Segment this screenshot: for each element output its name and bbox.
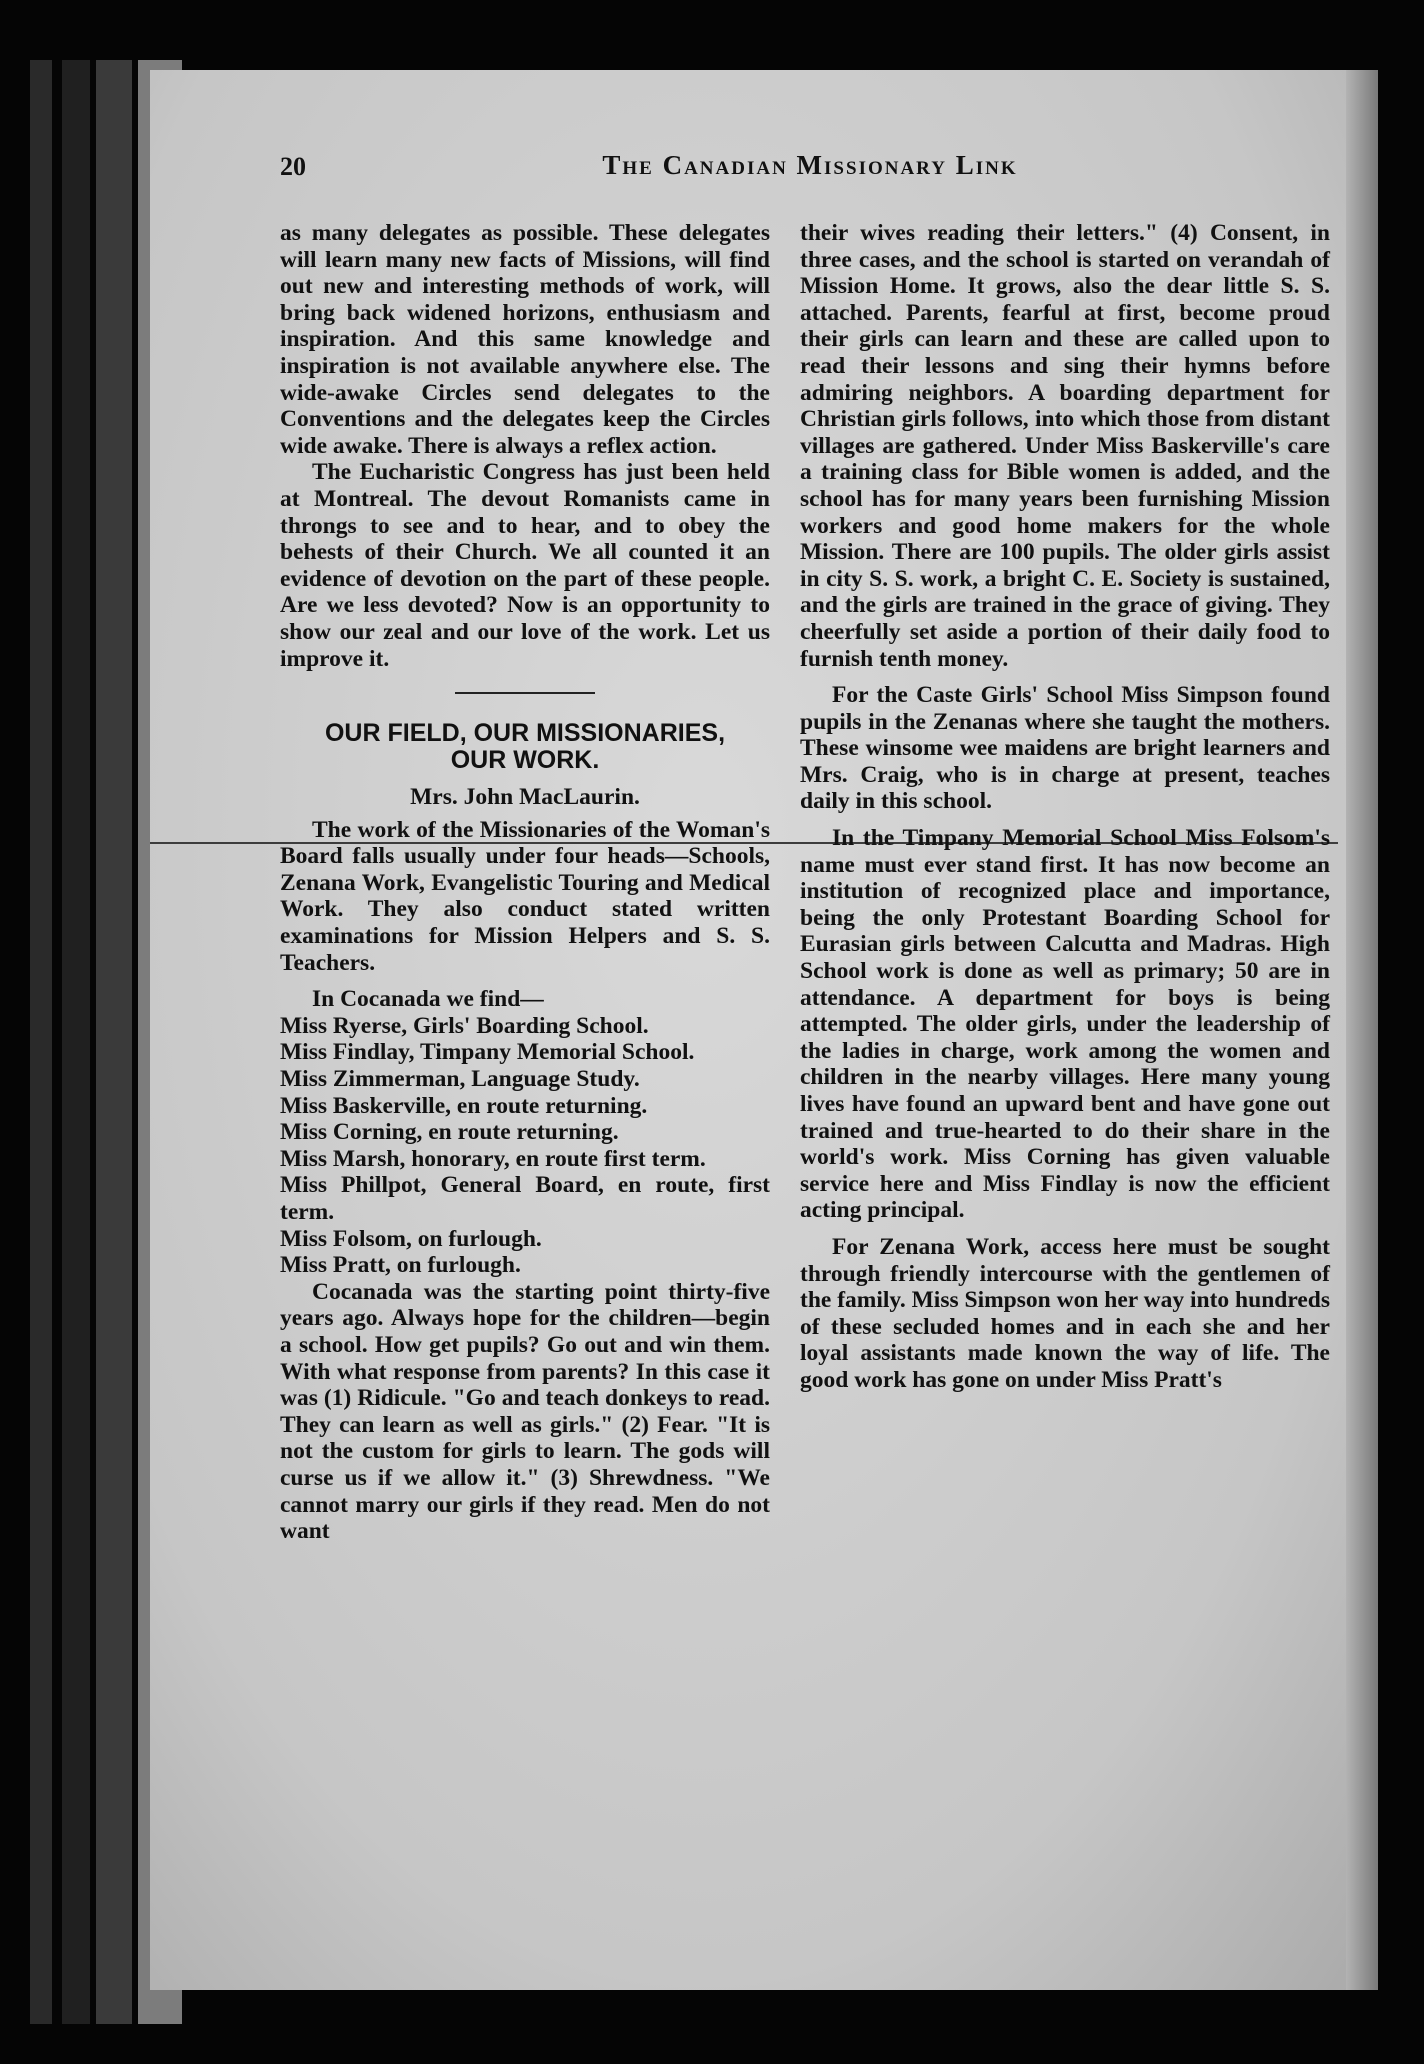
document-page	[150, 70, 1378, 1990]
list-item: Miss Pratt, on furlough.	[280, 1252, 521, 1279]
book-binding-edge	[30, 60, 52, 2024]
paragraph: For the Caste Girls' School Miss Simpson found pupils in the Zenanas where she taught the mothers. These winsome wee maidens are bright learners and Mrs. Craig, who is in charge at present, teaches daily in this school.	[800, 682, 1330, 815]
article-title-line: OUR WORK.	[450, 746, 600, 775]
list-item: Miss Zimmerman, Language Study.	[280, 1066, 640, 1093]
right-column	[800, 220, 1330, 1394]
left-column	[280, 220, 770, 1545]
list-item: Miss Phillpot, General Board, en route, first term.	[280, 1172, 770, 1225]
list-item: Miss Findlay, Timpany Memorial School.	[280, 1039, 695, 1066]
paragraph: their wives reading their letters." (4) Consent, in three cases, and the school is started on verandah of Mission Home. It grows, also the dear little S. S. attached. Parents, fearful at first, become proud their girls can learn and these are called upon to read their lessons and sing their hymns before admiring neighbors. A boarding department for Christian girls follows, into which those from distant villages are gathered. Under Miss Baskerville's care a training class for Bible women is added, and the school has for many years been furnishing Mission workers and good home makers for the whole Mission. There are 100 pupils. The older girls assist in city S. S. work, a bright C. E. Society is sustained, and the girls are trained in the grace of giving. They cheerfully set aside a portion of their daily food to furnish tenth money.	[800, 220, 1330, 672]
page-number: 20	[280, 152, 306, 181]
article-title	[280, 720, 770, 774]
paragraph: In Cocanada we find—	[312, 986, 544, 1013]
section-divider	[455, 692, 595, 694]
list-item: Miss Corning, en route returning.	[280, 1119, 619, 1146]
book-binding-edge	[62, 60, 90, 2024]
list-item: Miss Marsh, honorary, en route first term.	[280, 1145, 706, 1172]
paragraph: In the Timpany Memorial School Miss Folsom's name must ever stand first. It has now become an institution of recognized place and importance, being the only Protestant Boarding School for Eurasian girls between Calcutta and Madras. High School work is done as well as primary; 50 are in attendance. A department for boys is being attempted. The older girls, under the leadership of the ladies in charge, work among the women and children in the nearby villages. Here many young lives have found an upward bent and have gone out trained and true-hearted to do their share in the world's work. Miss Corning has given valuable service here and Miss Findlay is now the efficient acting principal.	[800, 825, 1330, 1224]
page-edge	[1346, 70, 1378, 1990]
paragraph: The work of the Missionaries of the Woman's Board falls usually under four heads—Schools, Zenana Work, Evangelistic Touring and Medical Work. They also conduct stated written examinations for Mission Helpers and S. S. Teachers.	[280, 816, 770, 976]
list-item: Miss Folsom, on furlough.	[280, 1225, 542, 1252]
list-item: Miss Ryerse, Girls' Boarding School.	[280, 1012, 649, 1039]
list-item: Miss Baskerville, en route returning.	[280, 1092, 648, 1119]
paragraph: as many delegates as possible. These delegates will learn many new facts of Missions, will find out new and interesting methods of work, will bring back widened horizons, enthusiasm and inspiration. And this same knowledge and inspiration is not available anywhere else. The wide-awake Circles send delegates to the Conventions and the delegates keep the Circles wide awake. There is always a reflex action.	[280, 220, 770, 459]
running-title: The Canadian Missionary Link	[602, 150, 1018, 180]
book-binding-edge	[96, 60, 132, 2024]
author-byline: Mrs. John MacLaurin.	[410, 784, 640, 811]
paragraph: For Zenana Work, access here must be sought through friendly intercourse with the gentlemen of the family. Miss Simpson won her way into hundreds of these secluded homes and in each she and her loyal assistants made known the way of life. The good work has gone on under Miss Pratt's	[800, 1233, 1330, 1393]
paragraph: The Eucharistic Congress has just been held at Montreal. The devout Romanists came in throngs to see and to hear, and to obey the behests of their Church. We all counted it an evidence of devotion on the part of these people. Are we less devoted? Now is an opportunity to show our zeal and our love of the work. Let us improve it.	[280, 459, 770, 672]
paragraph: Cocanada was the starting point thirty-five years ago. Always hope for the children—begin a school. How get pupils? Go out and win them. With what response from parents? In this case it was (1) Ridicule. "Go and teach donkeys to read. They can learn as well as girls." (2) Fear. "It is not the custom for girls to learn. The gods will curse us if we allow it." (3) Shrewdness. "We cannot marry our girls if they read. Men do not want	[280, 1278, 770, 1545]
article-title-line: OUR FIELD, OUR MISSIONARIES,	[324, 719, 726, 748]
